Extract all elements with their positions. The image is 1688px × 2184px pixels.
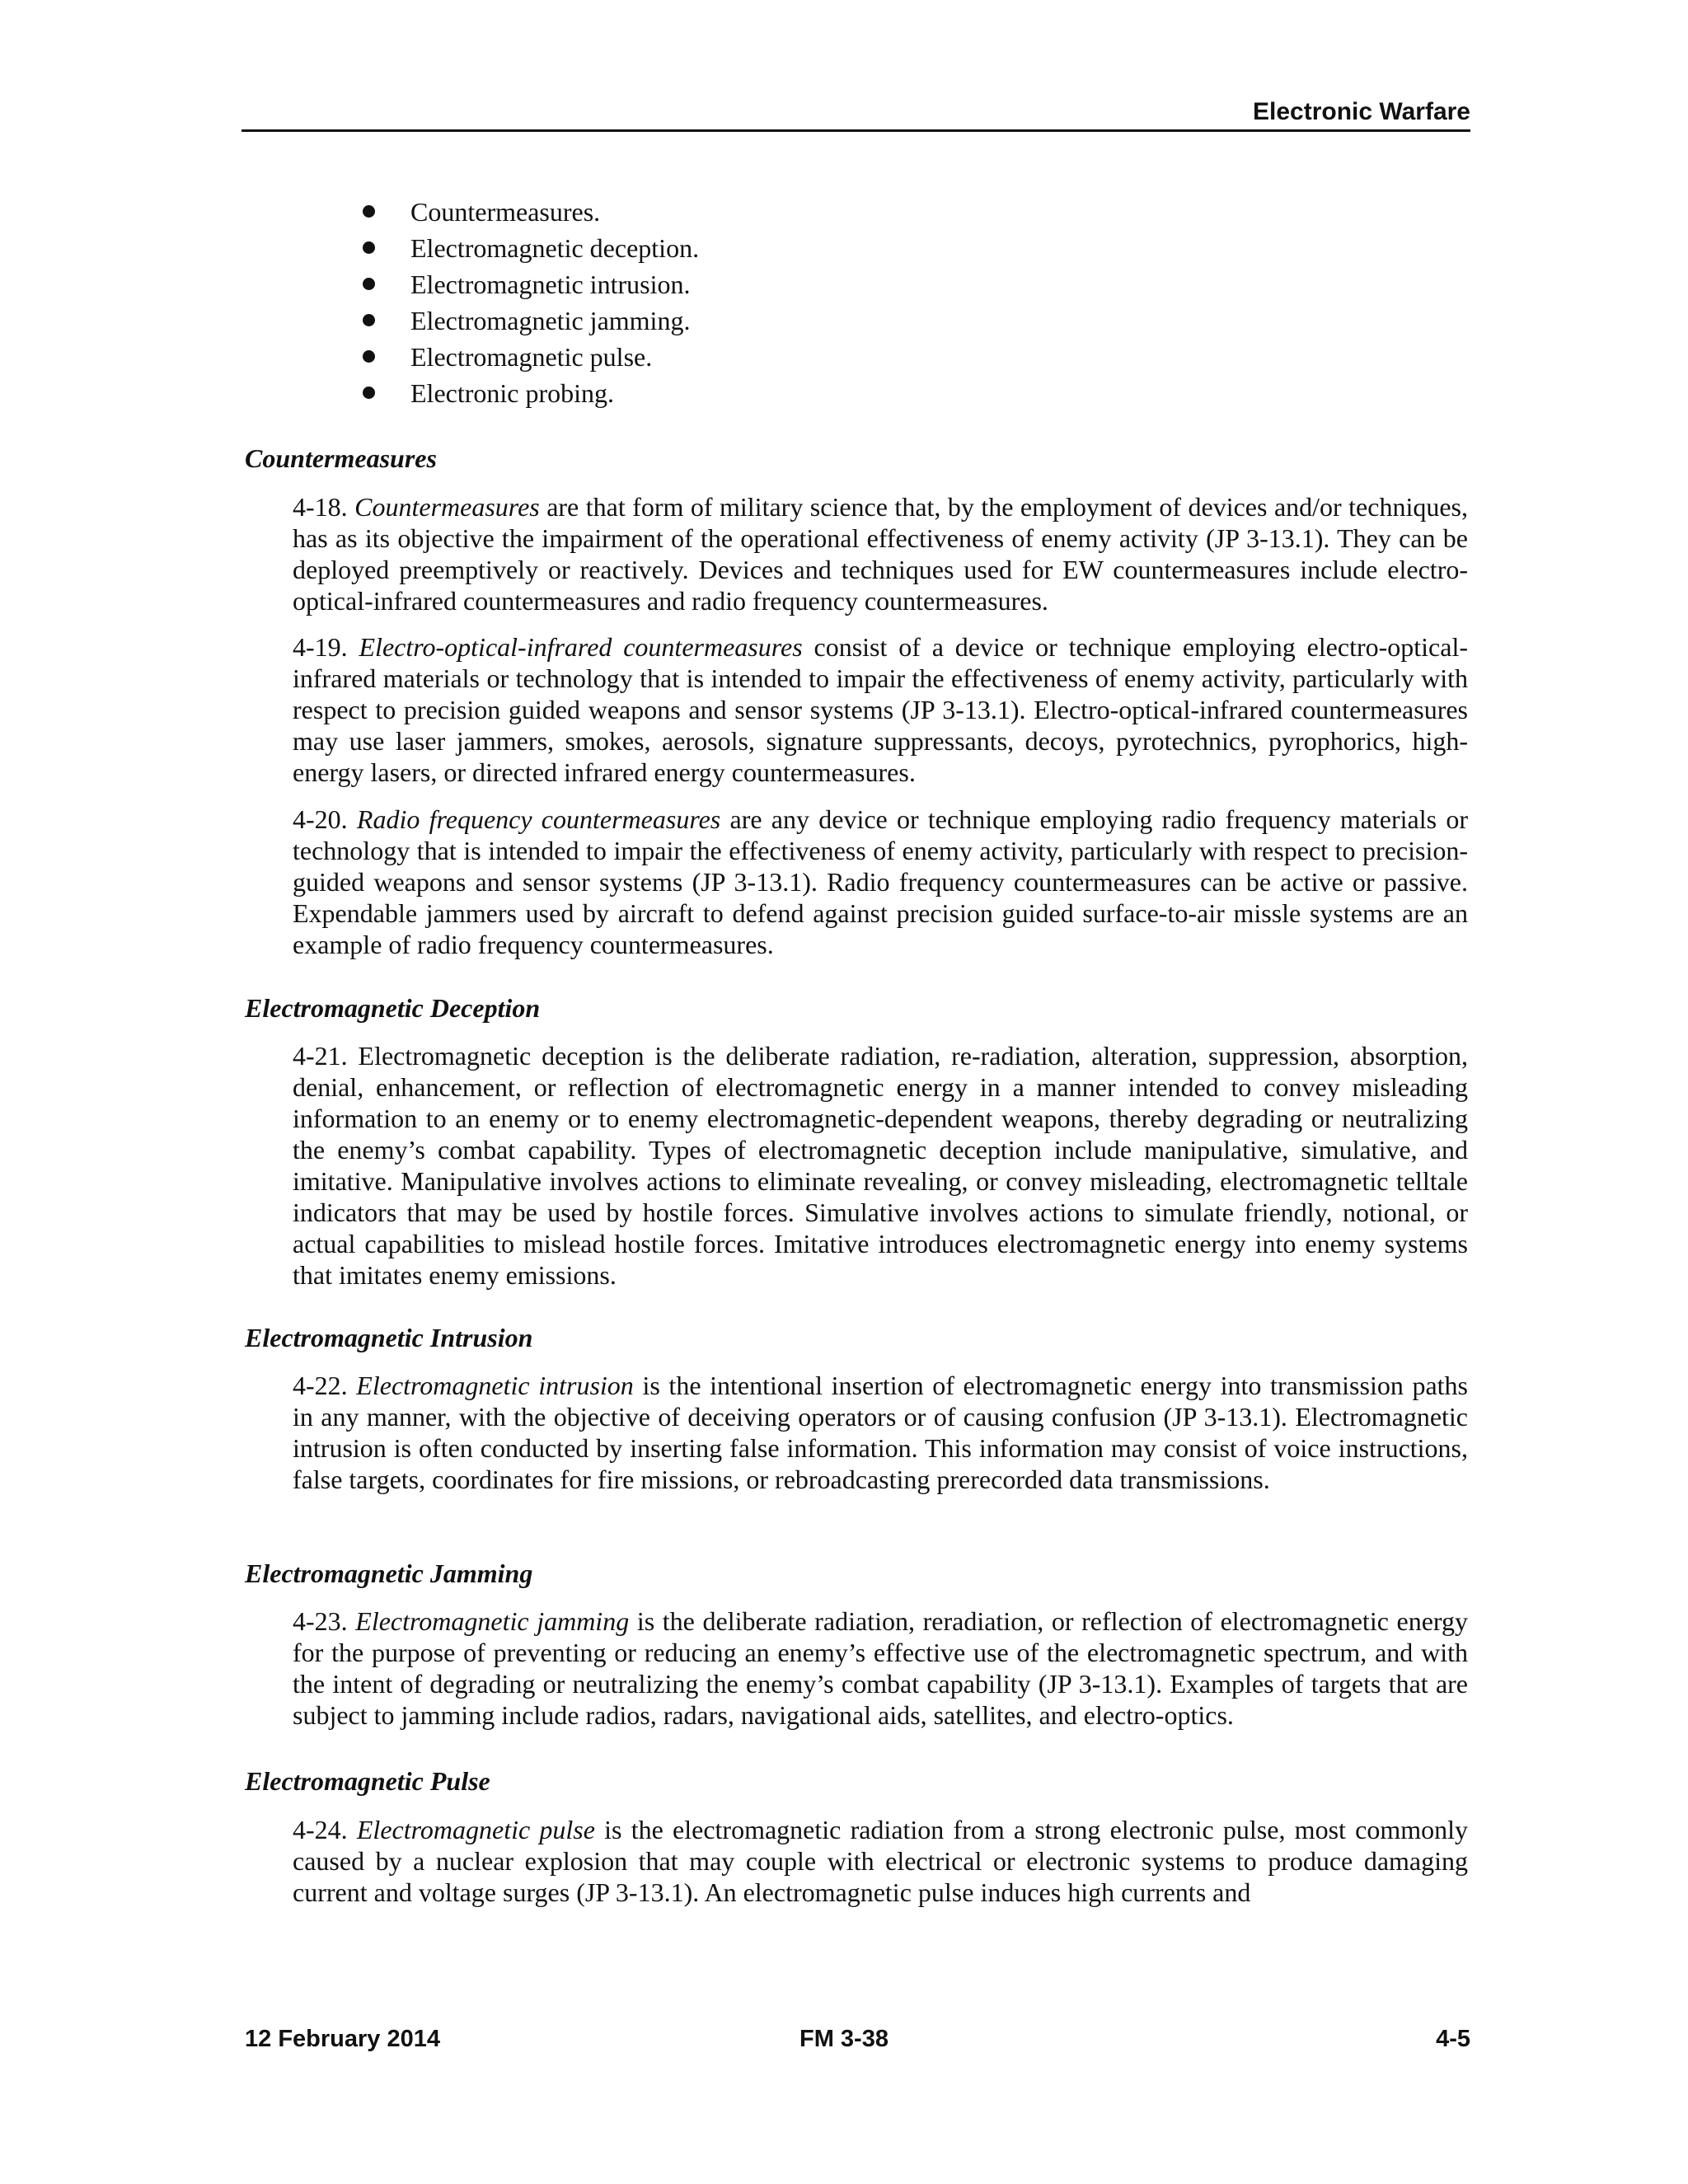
bullet-icon	[363, 205, 375, 218]
bullet-item	[363, 195, 699, 232]
defined-term: Electromagnetic intrusion	[356, 1371, 634, 1400]
paragraph-number: 4-19.	[293, 632, 348, 662]
defined-term: Countermeasures	[354, 492, 540, 522]
section-heading-electromagnetic-deception: Electromagnetic Deception	[245, 993, 541, 1023]
paragraph-4-22	[293, 1370, 1468, 1495]
bullet-icon	[363, 241, 375, 254]
paragraph-body: are any device or technique employing radio frequency materials or technology that is intended to impair the effectiveness of enemy activity, particularly with respect to precision-guided weapons and sensor systems (JP 3-13.1). Radio frequency countermeasures can be active or passive. Expendable jammers used by aircraft to defend against precision guided surface-to-air missle systems are an example of radio frequency countermeasures.	[293, 804, 1469, 959]
bullet-item	[363, 377, 699, 413]
paragraph-body: is the deliberate radiation, reradiation, or reflection of electromagnetic energy for the purpose of preventing or reducing an enemy’s effective use of the electromagnetic spectrum, and with the intent of degrading or neutralizing the enemy’s combat capability (JP 3-13.1). Examples of targets that are subject to jamming include radios, radars, navigational aids, satellites, and electro-optics.	[293, 1606, 1469, 1730]
paragraph-4-24	[293, 1814, 1468, 1908]
bullet-text: Electromagnetic jamming.	[410, 306, 691, 335]
paragraph-4-20	[293, 804, 1468, 960]
defined-term: Electromagnetic jamming	[355, 1606, 630, 1636]
section-heading-electromagnetic-jamming: Electromagnetic Jamming	[245, 1558, 533, 1588]
paragraph-body: consist of a device or technique employing electro-optical-infrared materials or technology that is intended to impair the effectiveness of enemy activity, particularly with respect to precision guided weapons and sensor systems (JP 3-13.1). Electro-optical-infrared countermeasures may use laser jammers, smokes, aerosols, signature suppressants, decoys, pyrotechnics, pyrophorics, high-energy lasers, or directed infrared energy countermeasures.	[293, 632, 1469, 787]
paragraph-number: 4-21.	[293, 1041, 348, 1071]
bullet-item	[363, 268, 699, 304]
bullet-text: Electronic probing.	[410, 378, 615, 408]
bullet-item	[363, 304, 699, 340]
paragraph-4-19	[293, 631, 1468, 788]
paragraph-number: 4-22.	[293, 1371, 348, 1400]
bullet-text: Electromagnetic pulse.	[410, 342, 653, 372]
bullet-text: Countermeasures.	[410, 197, 601, 227]
bullet-item	[363, 232, 699, 268]
bullet-icon	[363, 387, 375, 399]
bullet-text: Electromagnetic deception.	[410, 233, 700, 263]
paragraph-body: are that form of military science that, by the employment of devices and/or techniques, has as its objective the impairment of the operational effectiveness of enemy activity (JP 3-13.1). They can be deployed preemptively or reactively. Devices and techniques used for EW countermeasures include electro-optical-infrared countermeasures and radio frequency countermeasures.	[293, 492, 1469, 616]
section-heading-electromagnetic-pulse: Electromagnetic Pulse	[245, 1766, 490, 1796]
paragraph-number: 4-24.	[293, 1815, 348, 1844]
section-heading-electromagnetic-intrusion: Electromagnetic Intrusion	[245, 1323, 533, 1352]
paragraph-number: 4-18.	[293, 492, 348, 522]
defined-term: Electro-optical-infrared countermeasures	[359, 632, 803, 662]
paragraph-4-18	[293, 491, 1468, 616]
paragraph-body: is the intentional insertion of electromagnetic energy into transmission paths in any manner, with the objective of deceiving operators or of causing confusion (JP 3-13.1). Electromagnetic intrusion is often conducted by inserting false information. This information may consist of voice instructions, false targets, coordinates for fire missions, or rebroadcasting prerecorded data transmissions.	[293, 1371, 1469, 1494]
bullet-text: Electromagnetic intrusion.	[410, 269, 691, 299]
footer-publication: FM 3-38	[799, 2026, 889, 2052]
bullet-icon	[363, 278, 375, 290]
paragraph-body: is the electromagnetic radiation from a strong electronic pulse, most commonly caused by a nuclear explosion that may couple with electrical or electronic systems to produce damaging current and voltage surges (JP 3-13.1). An electromagnetic pulse induces high currents and	[293, 1815, 1469, 1907]
paragraph-4-21	[293, 1040, 1468, 1291]
header-rule	[241, 129, 1470, 132]
bullet-list	[363, 195, 699, 413]
defined-term: Radio frequency countermeasures	[356, 804, 721, 834]
footer-page-number: 4-5	[1436, 2026, 1470, 2052]
bullet-item	[363, 340, 699, 377]
defined-term: Electromagnetic pulse	[356, 1815, 595, 1844]
paragraph-4-23	[293, 1605, 1468, 1731]
footer-date: 12 February 2014	[245, 2026, 440, 2052]
bullet-icon	[363, 314, 375, 326]
running-head: Electronic Warfare	[1253, 98, 1470, 125]
paragraph-number: 4-20.	[293, 804, 348, 834]
paragraph-body: Electromagnetic deception is the deliberate radiation, re-radiation, alteration, suppression, absorption, denial, enhancement, or reflection of electromagnetic energy in a manner intended to convey misleading information to an enemy or to enemy electromagnetic-dependent weapons, thereby degrading or neutralizing the enemy’s combat capability. Types of electromagnetic deception include manipulative, simulative, and imitative. Manipulative involves actions to eliminate revealing, or convey misleading, electromagnetic telltale indicators that may be used by hostile forces. Simulative involves actions to simulate friendly, notional, or actual capabilities to mislead hostile forces. Imitative introduces electromagnetic energy into enemy systems that imitates enemy emissions.	[293, 1041, 1468, 1290]
paragraph-number: 4-23.	[293, 1606, 348, 1636]
bullet-icon	[363, 350, 375, 363]
section-heading-countermeasures: Countermeasures	[245, 443, 437, 473]
